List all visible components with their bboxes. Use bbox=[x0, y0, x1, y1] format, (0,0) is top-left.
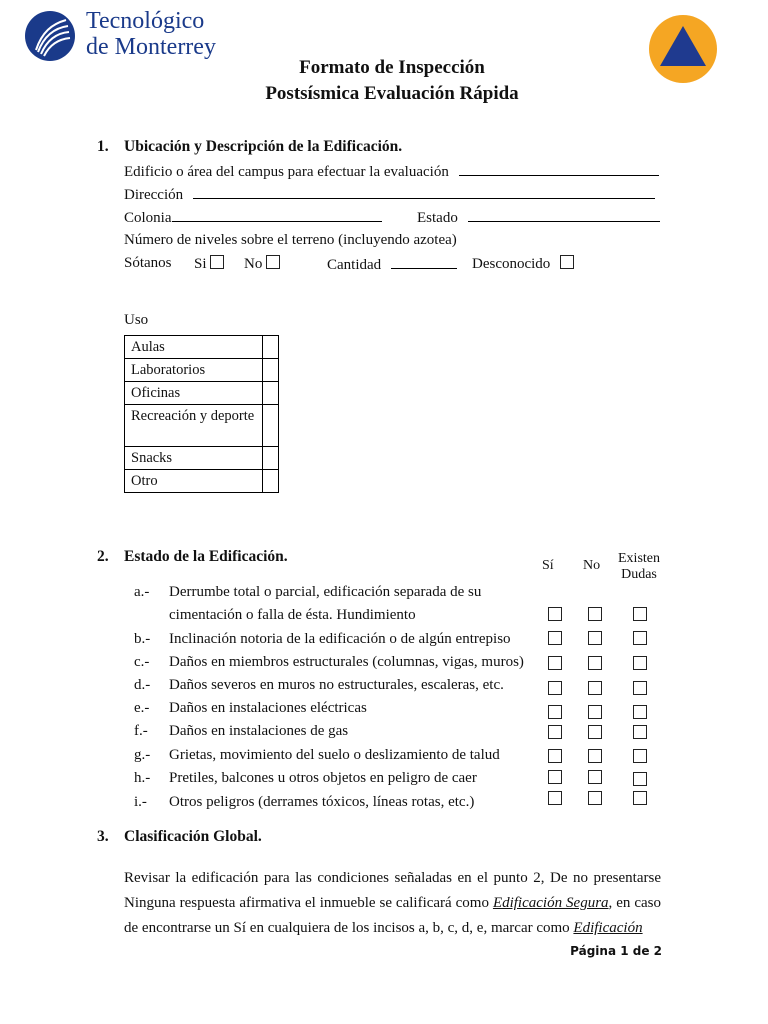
page-title-line2: Postsísmica Evaluación Rápida bbox=[265, 83, 519, 104]
item-a-si-checkbox[interactable] bbox=[548, 607, 562, 621]
damage-item-letter: b.- bbox=[134, 631, 151, 647]
damage-item-text: Otros peligros (derrames tóxicos, líneas rotas, etc.) bbox=[169, 794, 475, 810]
uso-laboratorios-checkbox[interactable] bbox=[263, 359, 279, 382]
damage-item-letter: h.- bbox=[134, 770, 151, 786]
item-f-si-checkbox[interactable] bbox=[548, 725, 562, 739]
sotanos-si-option bbox=[194, 255, 224, 273]
item-g-si-checkbox[interactable] bbox=[548, 749, 562, 763]
damage-item-text: Derrumbe total o parcial, edificación separada de su bbox=[169, 584, 482, 600]
campus-label: Edificio o área del campus para efectuar la evaluación bbox=[124, 164, 449, 180]
estado-field-row bbox=[417, 208, 660, 227]
address-field-row bbox=[124, 185, 655, 204]
address-input[interactable] bbox=[193, 185, 655, 199]
item-f-no-checkbox[interactable] bbox=[588, 725, 602, 739]
tec-logo-icon bbox=[24, 10, 76, 62]
item-b-si-checkbox[interactable] bbox=[548, 631, 562, 645]
damage-item-text: Daños en instalaciones de gas bbox=[169, 723, 349, 739]
logo-wordmark bbox=[86, 8, 216, 60]
item-b-dudas-checkbox[interactable] bbox=[633, 631, 647, 645]
desconocido-option bbox=[472, 255, 574, 273]
colonia-field-row bbox=[124, 208, 382, 227]
colonia-input[interactable] bbox=[172, 208, 382, 222]
item-d-si-checkbox[interactable] bbox=[548, 681, 562, 695]
estado-input[interactable] bbox=[468, 208, 660, 222]
item-c-si-checkbox[interactable] bbox=[548, 656, 562, 670]
uso-row bbox=[125, 336, 279, 359]
item-e-si-checkbox[interactable] bbox=[548, 705, 562, 719]
logo-line1: Tecnológico bbox=[86, 8, 205, 34]
campus-input[interactable] bbox=[459, 162, 659, 176]
para-text-2: , en caso de encontrarse un Sí en cualquiera de los incisos a, b, c, d, e, marcar como bbox=[124, 895, 661, 936]
item-i-no-checkbox[interactable] bbox=[588, 791, 602, 805]
colonia-label: Colonia bbox=[124, 210, 172, 226]
col-header-no: No bbox=[583, 558, 601, 573]
damage-item-text: Daños en miembros estructurales (columnas, vigas, muros) bbox=[169, 654, 524, 670]
damage-item-text: Pretiles, balcones u otros objetos en peligro de caer bbox=[169, 770, 477, 786]
uso-row bbox=[125, 382, 279, 405]
address-label: Dirección bbox=[124, 187, 184, 203]
section1-number: 1. bbox=[97, 138, 109, 155]
section2-number: 2. bbox=[97, 548, 109, 565]
item-e-dudas-checkbox[interactable] bbox=[633, 705, 647, 719]
sotanos-label: Sótanos bbox=[124, 255, 172, 271]
section3-heading: Clasificación Global. bbox=[124, 828, 262, 845]
item-g-dudas-checkbox[interactable] bbox=[633, 749, 647, 763]
uso-otro-checkbox[interactable] bbox=[263, 470, 279, 493]
uso-item-label: Otro bbox=[125, 470, 263, 493]
uso-item-label: Aulas bbox=[125, 336, 263, 359]
logo-line2: de Monterrey bbox=[86, 34, 216, 60]
uso-oficinas-checkbox[interactable] bbox=[263, 382, 279, 405]
uso-recreacion-checkbox[interactable] bbox=[263, 405, 279, 447]
item-a-dudas-checkbox[interactable] bbox=[633, 607, 647, 621]
page-number: Página 1 de 2 bbox=[570, 944, 662, 958]
item-i-si-checkbox[interactable] bbox=[548, 791, 562, 805]
campus-field-row bbox=[124, 162, 659, 181]
damage-item-letter: f.- bbox=[134, 723, 148, 739]
item-c-dudas-checkbox[interactable] bbox=[633, 656, 647, 670]
item-d-dudas-checkbox[interactable] bbox=[633, 681, 647, 695]
item-b-no-checkbox[interactable] bbox=[588, 631, 602, 645]
para-emphasis-edificacion: Edificación bbox=[573, 920, 643, 936]
estado-label: Estado bbox=[417, 210, 458, 226]
item-e-no-checkbox[interactable] bbox=[588, 705, 602, 719]
uso-item-label: Oficinas bbox=[125, 382, 263, 405]
damage-item-letter: a.- bbox=[134, 584, 150, 600]
damage-item-text: Daños severos en muros no estructurales, escaleras, etc. bbox=[169, 677, 504, 693]
damage-item-text-cont: cimentación o falla de ésta. Hundimiento bbox=[169, 607, 416, 623]
cantidad-label: Cantidad bbox=[327, 257, 382, 273]
desconocido-label: Desconocido bbox=[472, 256, 551, 272]
damage-item-text: Grietas, movimiento del suelo o deslizamiento de talud bbox=[169, 747, 500, 763]
uso-item-label: Laboratorios bbox=[125, 359, 263, 382]
sotanos-no-label: No bbox=[244, 256, 263, 272]
uso-aulas-checkbox[interactable] bbox=[263, 336, 279, 359]
item-h-dudas-checkbox[interactable] bbox=[633, 772, 647, 786]
item-h-no-checkbox[interactable] bbox=[588, 770, 602, 784]
uso-item-label: Snacks bbox=[125, 447, 263, 470]
uso-label: Uso bbox=[124, 312, 149, 328]
damage-item-letter: e.- bbox=[134, 700, 150, 716]
section3-paragraph bbox=[124, 866, 661, 941]
desconocido-checkbox[interactable] bbox=[560, 255, 574, 269]
item-a-no-checkbox[interactable] bbox=[588, 607, 602, 621]
page-title-line1: Formato de Inspección bbox=[299, 57, 485, 78]
sotanos-si-checkbox[interactable] bbox=[210, 255, 224, 269]
item-g-no-checkbox[interactable] bbox=[588, 749, 602, 763]
damage-item-letter: c.- bbox=[134, 654, 150, 670]
uso-row bbox=[125, 359, 279, 382]
section2-heading: Estado de la Edificación. bbox=[124, 548, 288, 565]
uso-row bbox=[125, 447, 279, 470]
cantidad-input[interactable] bbox=[391, 255, 457, 269]
col-header-dudas-line1: Existen bbox=[618, 551, 660, 566]
item-d-no-checkbox[interactable] bbox=[588, 681, 602, 695]
item-f-dudas-checkbox[interactable] bbox=[633, 725, 647, 739]
uso-row bbox=[125, 405, 279, 447]
para-text-1: Revisar la edificación para las condiciones señaladas en el punto 2, De no presentarse Ninguna respuesta afirmativa el inmueble se calificará como bbox=[124, 870, 661, 911]
uso-table bbox=[124, 335, 279, 493]
damage-item-letter: i.- bbox=[134, 794, 147, 810]
sotanos-no-option bbox=[244, 255, 280, 273]
section1-heading: Ubicación y Descripción de la Edificación. bbox=[124, 138, 403, 155]
col-header-si: Sí bbox=[542, 558, 554, 573]
sotanos-no-checkbox[interactable] bbox=[266, 255, 280, 269]
damage-item-text: Daños en instalaciones eléctricas bbox=[169, 700, 367, 716]
section3-number: 3. bbox=[97, 828, 109, 845]
uso-item-label: Recreación y deporte bbox=[125, 405, 263, 447]
uso-row bbox=[125, 470, 279, 493]
item-i-dudas-checkbox[interactable] bbox=[633, 791, 647, 805]
niveles-label: Número de niveles sobre el terreno (incluyendo azotea) bbox=[124, 232, 457, 248]
cantidad-field-row bbox=[327, 255, 457, 274]
item-c-no-checkbox[interactable] bbox=[588, 656, 602, 670]
damage-item-letter: g.- bbox=[134, 747, 151, 763]
damage-item-text: Inclinación notoria de la edificación o de algún entrepiso bbox=[169, 631, 511, 647]
item-h-si-checkbox[interactable] bbox=[548, 770, 562, 784]
uso-snacks-checkbox[interactable] bbox=[263, 447, 279, 470]
col-header-dudas bbox=[612, 551, 666, 583]
sotanos-si-label: Si bbox=[194, 256, 207, 272]
damage-item-letter: d.- bbox=[134, 677, 151, 693]
para-emphasis-segura: Edificación Segura bbox=[492, 895, 609, 911]
col-header-dudas-line2: Dudas bbox=[621, 567, 657, 582]
